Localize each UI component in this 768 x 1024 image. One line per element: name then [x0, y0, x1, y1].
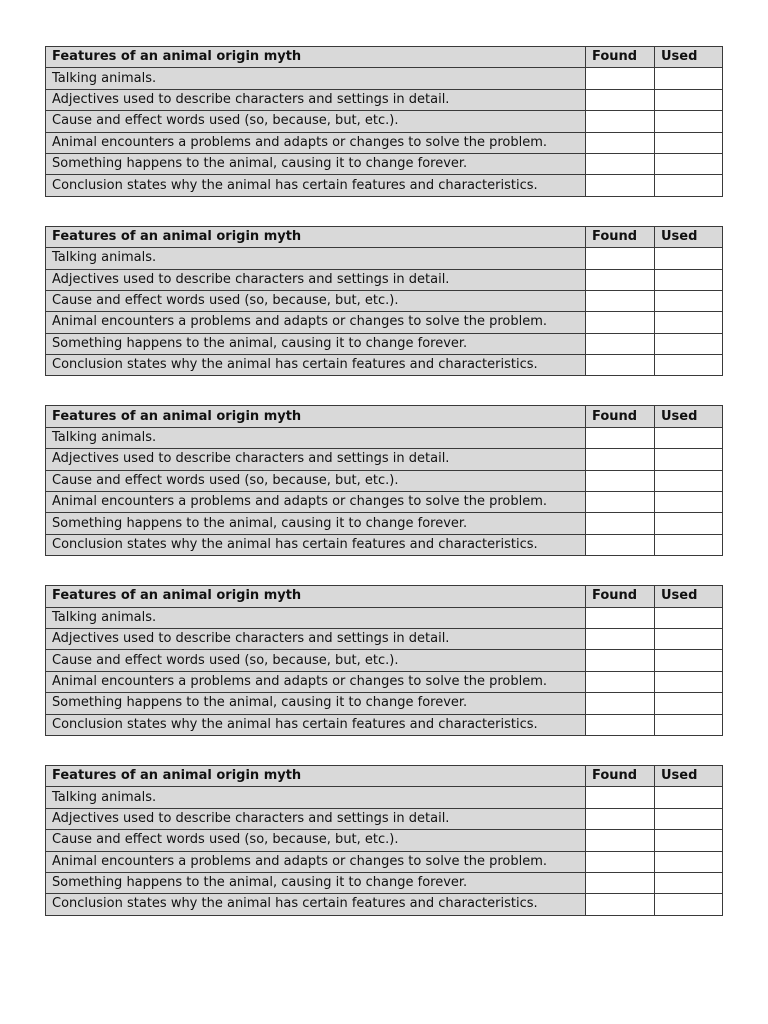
found-checkbox-cell[interactable] — [586, 513, 655, 534]
table-row — [46, 290, 723, 311]
table-row — [46, 808, 723, 829]
table-row — [46, 132, 723, 153]
table-row — [46, 513, 723, 534]
found-checkbox-cell[interactable] — [586, 787, 655, 808]
feature-cell: Something happens to the animal, causing it to change forever. — [46, 513, 586, 534]
found-checkbox-cell[interactable] — [586, 269, 655, 290]
table-header-row — [46, 765, 723, 786]
found-checkbox-cell[interactable] — [586, 312, 655, 333]
used-checkbox-cell[interactable] — [655, 290, 723, 311]
feature-cell: Animal encounters a problems and adapts or changes to solve the problem. — [46, 671, 586, 692]
found-checkbox-cell[interactable] — [586, 355, 655, 376]
used-checkbox-cell[interactable] — [655, 175, 723, 196]
feature-cell: Conclusion states why the animal has certain features and characteristics. — [46, 175, 586, 196]
header-found: Found — [586, 406, 655, 427]
used-checkbox-cell[interactable] — [655, 534, 723, 555]
found-checkbox-cell[interactable] — [586, 175, 655, 196]
feature-cell: Talking animals. — [46, 248, 586, 269]
header-used: Used — [655, 406, 723, 427]
found-checkbox-cell[interactable] — [586, 830, 655, 851]
used-checkbox-cell[interactable] — [655, 111, 723, 132]
table-row — [46, 68, 723, 89]
used-checkbox-cell[interactable] — [655, 470, 723, 491]
feature-checklist-table — [45, 585, 723, 736]
found-checkbox-cell[interactable] — [586, 153, 655, 174]
header-feature: Features of an animal origin myth — [46, 765, 586, 786]
table-header-row — [46, 226, 723, 247]
table-row — [46, 628, 723, 649]
found-checkbox-cell[interactable] — [586, 872, 655, 893]
used-checkbox-cell[interactable] — [655, 872, 723, 893]
feature-cell: Adjectives used to describe characters and settings in detail. — [46, 449, 586, 470]
used-checkbox-cell[interactable] — [655, 714, 723, 735]
used-checkbox-cell[interactable] — [655, 513, 723, 534]
header-feature: Features of an animal origin myth — [46, 586, 586, 607]
feature-cell: Cause and effect words used (so, because, but, etc.). — [46, 650, 586, 671]
feature-cell: Cause and effect words used (so, because, but, etc.). — [46, 830, 586, 851]
table-row — [46, 470, 723, 491]
table-header-row — [46, 47, 723, 68]
table-header-row — [46, 406, 723, 427]
table-row — [46, 427, 723, 448]
feature-cell: Conclusion states why the animal has certain features and characteristics. — [46, 534, 586, 555]
header-feature: Features of an animal origin myth — [46, 406, 586, 427]
used-checkbox-cell[interactable] — [655, 787, 723, 808]
found-checkbox-cell[interactable] — [586, 650, 655, 671]
table-row — [46, 693, 723, 714]
found-checkbox-cell[interactable] — [586, 427, 655, 448]
found-checkbox-cell[interactable] — [586, 534, 655, 555]
feature-cell: Cause and effect words used (so, because, but, etc.). — [46, 470, 586, 491]
header-feature: Features of an animal origin myth — [46, 226, 586, 247]
used-checkbox-cell[interactable] — [655, 650, 723, 671]
found-checkbox-cell[interactable] — [586, 132, 655, 153]
table-row — [46, 89, 723, 110]
feature-cell: Conclusion states why the animal has certain features and characteristics. — [46, 355, 586, 376]
found-checkbox-cell[interactable] — [586, 894, 655, 915]
found-checkbox-cell[interactable] — [586, 470, 655, 491]
table-row — [46, 153, 723, 174]
table-row — [46, 650, 723, 671]
found-checkbox-cell[interactable] — [586, 851, 655, 872]
feature-checklist-table — [45, 405, 723, 556]
feature-cell: Talking animals. — [46, 68, 586, 89]
feature-cell: Animal encounters a problems and adapts or changes to solve the problem. — [46, 132, 586, 153]
table-row — [46, 714, 723, 735]
found-checkbox-cell[interactable] — [586, 111, 655, 132]
found-checkbox-cell[interactable] — [586, 89, 655, 110]
used-checkbox-cell[interactable] — [655, 851, 723, 872]
used-checkbox-cell[interactable] — [655, 269, 723, 290]
found-checkbox-cell[interactable] — [586, 449, 655, 470]
found-checkbox-cell[interactable] — [586, 671, 655, 692]
feature-cell: Talking animals. — [46, 427, 586, 448]
found-checkbox-cell[interactable] — [586, 333, 655, 354]
header-used: Used — [655, 226, 723, 247]
found-checkbox-cell[interactable] — [586, 607, 655, 628]
used-checkbox-cell[interactable] — [655, 449, 723, 470]
feature-checklist-table — [45, 765, 723, 916]
table-row — [46, 175, 723, 196]
feature-cell: Conclusion states why the animal has certain features and characteristics. — [46, 714, 586, 735]
feature-cell: Animal encounters a problems and adapts or changes to solve the problem. — [46, 492, 586, 513]
used-checkbox-cell[interactable] — [655, 830, 723, 851]
feature-cell: Talking animals. — [46, 607, 586, 628]
found-checkbox-cell[interactable] — [586, 248, 655, 269]
used-checkbox-cell[interactable] — [655, 492, 723, 513]
used-checkbox-cell[interactable] — [655, 693, 723, 714]
used-checkbox-cell[interactable] — [655, 894, 723, 915]
found-checkbox-cell[interactable] — [586, 714, 655, 735]
feature-cell: Something happens to the animal, causing it to change forever. — [46, 872, 586, 893]
table-row — [46, 269, 723, 290]
feature-cell: Something happens to the animal, causing it to change forever. — [46, 333, 586, 354]
feature-cell: Adjectives used to describe characters and settings in detail. — [46, 628, 586, 649]
used-checkbox-cell[interactable] — [655, 89, 723, 110]
used-checkbox-cell[interactable] — [655, 808, 723, 829]
header-found: Found — [586, 47, 655, 68]
table-row — [46, 248, 723, 269]
table-row — [46, 787, 723, 808]
used-checkbox-cell[interactable] — [655, 248, 723, 269]
feature-checklist-table — [45, 226, 723, 377]
table-row — [46, 851, 723, 872]
header-used: Used — [655, 765, 723, 786]
table-row — [46, 333, 723, 354]
table-row — [46, 607, 723, 628]
table-row — [46, 534, 723, 555]
table-row — [46, 830, 723, 851]
used-checkbox-cell[interactable] — [655, 355, 723, 376]
found-checkbox-cell[interactable] — [586, 693, 655, 714]
table-header-row — [46, 586, 723, 607]
table-row — [46, 449, 723, 470]
feature-cell: Animal encounters a problems and adapts or changes to solve the problem. — [46, 312, 586, 333]
feature-cell: Talking animals. — [46, 787, 586, 808]
table-row — [46, 872, 723, 893]
feature-cell: Cause and effect words used (so, because, but, etc.). — [46, 111, 586, 132]
table-row — [46, 312, 723, 333]
feature-cell: Something happens to the animal, causing it to change forever. — [46, 693, 586, 714]
found-checkbox-cell[interactable] — [586, 808, 655, 829]
table-row — [46, 894, 723, 915]
used-checkbox-cell[interactable] — [655, 671, 723, 692]
used-checkbox-cell[interactable] — [655, 427, 723, 448]
found-checkbox-cell[interactable] — [586, 290, 655, 311]
used-checkbox-cell[interactable] — [655, 333, 723, 354]
feature-cell: Adjectives used to describe characters and settings in detail. — [46, 89, 586, 110]
table-row — [46, 355, 723, 376]
feature-cell: Conclusion states why the animal has certain features and characteristics. — [46, 894, 586, 915]
used-checkbox-cell[interactable] — [655, 628, 723, 649]
used-checkbox-cell[interactable] — [655, 153, 723, 174]
used-checkbox-cell[interactable] — [655, 68, 723, 89]
used-checkbox-cell[interactable] — [655, 312, 723, 333]
table-row — [46, 111, 723, 132]
feature-cell: Cause and effect words used (so, because, but, etc.). — [46, 290, 586, 311]
header-used: Used — [655, 47, 723, 68]
feature-cell: Animal encounters a problems and adapts or changes to solve the problem. — [46, 851, 586, 872]
worksheet — [45, 46, 722, 945]
table-row — [46, 492, 723, 513]
header-used: Used — [655, 586, 723, 607]
header-feature: Features of an animal origin myth — [46, 47, 586, 68]
feature-cell: Adjectives used to describe characters and settings in detail. — [46, 269, 586, 290]
header-found: Found — [586, 226, 655, 247]
found-checkbox-cell[interactable] — [586, 492, 655, 513]
feature-cell: Adjectives used to describe characters and settings in detail. — [46, 808, 586, 829]
feature-cell: Something happens to the animal, causing it to change forever. — [46, 153, 586, 174]
found-checkbox-cell[interactable] — [586, 68, 655, 89]
header-found: Found — [586, 586, 655, 607]
header-found: Found — [586, 765, 655, 786]
found-checkbox-cell[interactable] — [586, 628, 655, 649]
feature-checklist-table — [45, 46, 723, 197]
used-checkbox-cell[interactable] — [655, 132, 723, 153]
used-checkbox-cell[interactable] — [655, 607, 723, 628]
table-row — [46, 671, 723, 692]
